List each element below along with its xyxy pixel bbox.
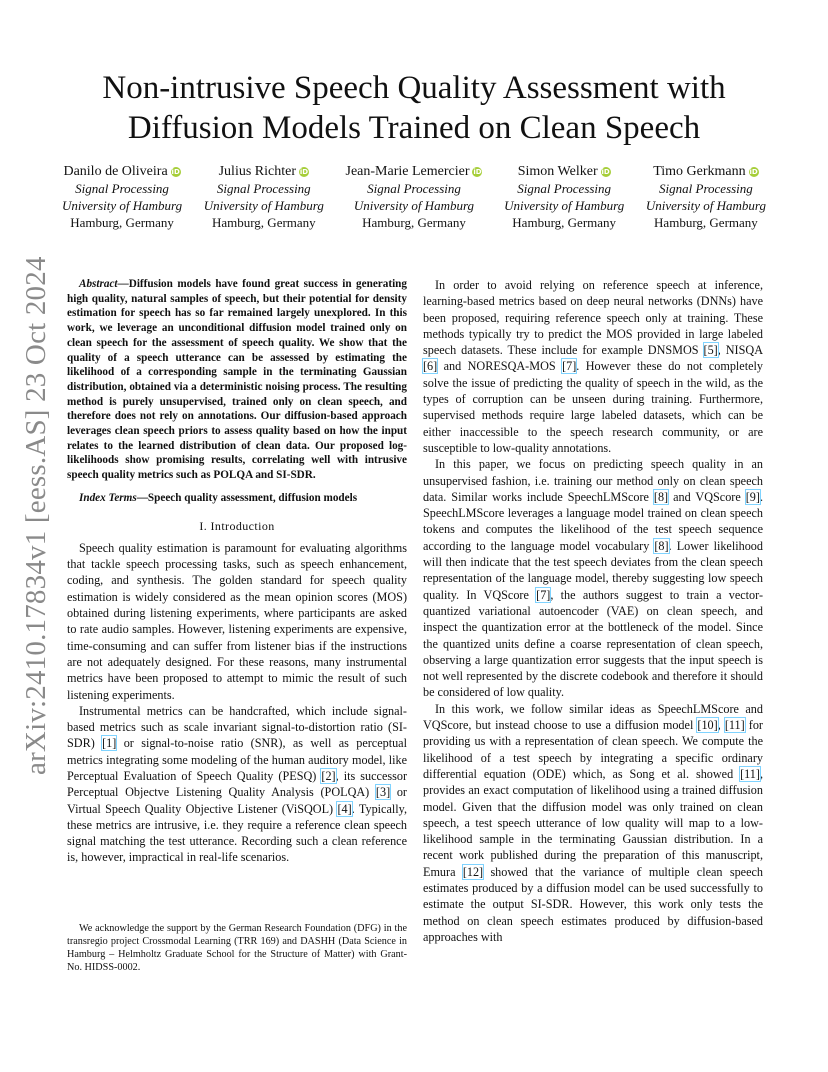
author-dept: Signal Processing [659, 181, 753, 196]
author-name: Danilo de Oliveira [63, 164, 168, 179]
index-terms-label: Index Terms [79, 491, 137, 504]
citation-link[interactable]: [7] [562, 359, 577, 374]
text-run: , the authors suggest to train a vector-quantized variational autoencoder (VAE) on clean speech, and inspect the quantization error at the bottleneck of the model. Since the quantized units define a coarse representation of clean speech, observing a large quantization error suggests that the input speech is not well represented by the discrete codebook and therefore it should be considered of low quality. [423, 587, 764, 700]
citation-link[interactable]: [3] [375, 785, 391, 800]
text-run: Instrumental metrics can be handcrafted, which include signal-based metrics such as scale invariant signal-to-distortion ratio (SI-SDR) [67, 703, 407, 751]
author-location: Hamburg, Germany [362, 215, 466, 230]
abstract [67, 277, 407, 483]
citation-link[interactable]: [10] [697, 718, 718, 733]
citation-link[interactable]: [7] [536, 587, 551, 602]
author-location: Hamburg, Germany [512, 215, 617, 230]
author-dept: Signal Processing [517, 181, 612, 196]
text-run: showed that the variance of multiple clean speech estimates produced by a diffusion model can be used successfully to estimate the output SI-SDR. However, this work only tests the method on clean speech estimates produced by diffusion-based approaches with [423, 864, 763, 944]
text-run: , provides an exact computation of likelihood using a trained diffusion model. Given that the diffusion model was only trained on clean speech, a test speech utterance of low quality will map to a low-likelihood sample in the terminating Gaussian distribution. In a recent work published during the preparation of this manuscript, Emura [423, 766, 763, 879]
text-run: . However these do not completely solve the issue of predicting the quality of speech in the wild, as the types of corruption can be unseen during training. Furthermore, supervised methods require large labeled datasets, which can be either inaccessible to the speech research community, or are susceptible to low-quality annotations. [423, 359, 763, 455]
citation-link[interactable]: [8] [653, 489, 669, 504]
author-name: Timo Gerkmann [653, 164, 746, 179]
author-univ: University of Hamburg [504, 198, 625, 213]
text-run: . SpeechLMScore leverages a language model trained on clean speech tokens and computes the likelihood of the test speech sequence according to the language model vocabulary [423, 489, 763, 553]
text-run: or Virtual Speech Quality Objective Listener (ViSQOL) [67, 785, 407, 816]
orcid-icon[interactable]: iD [171, 168, 180, 176]
author-univ: University of Hamburg [203, 198, 324, 213]
author-location: Hamburg, Germany [654, 215, 758, 230]
paragraph [423, 701, 763, 945]
author-dept: Signal Processing [216, 181, 311, 196]
index-terms-text: —Speech quality assessment, diffusion models [136, 491, 358, 504]
text-run: In this paper, we focus on predicting speech quality in an unsupervised fashion, i.e. training our method only on clean speech data. Similar works include SpeechLMScore [423, 457, 763, 504]
text-run: , its successor Perceptual Objectve Listening Quality Analysis (POLQA) [67, 769, 408, 800]
author-block [346, 163, 483, 231]
text-run: . Typically, these metrics are intrusive, i.e. they require a reference clean speech signal matching the test utterance. Recording such a clean reference is, however, impractical in real-life scenarios. [67, 801, 407, 865]
text-run: , NISQA [717, 343, 763, 358]
text-run: In this work, we follow similar ideas as SpeechLMScore and VQScore, but instead choose to use a diffusion model [423, 701, 763, 733]
citation-link[interactable]: [1] [102, 736, 117, 751]
section-heading: I. Introduction [199, 518, 275, 533]
paragraph [423, 456, 763, 700]
abstract-label: Abstract [79, 278, 118, 290]
text-run: In order to avoid relying on reference speech at inference, learning-based metrics based on deep neural networks (DNNs) have been proposed, requiring reference speech only at training. These methods typically try to predict the MOS provided in large labeled speech datasets. These include for example DNSMOS [423, 278, 763, 358]
orcid-icon[interactable]: iD [601, 168, 610, 176]
author-dept: Signal Processing [75, 181, 169, 196]
author-list [62, 163, 766, 231]
author-univ: University of Hamburg [353, 198, 475, 213]
citation-link[interactable]: [8] [654, 538, 669, 553]
author-name: Julius Richter [218, 164, 296, 179]
author-dept: Signal Processing [367, 181, 461, 196]
left-column [67, 277, 407, 866]
orcid-icon[interactable]: iD [299, 168, 309, 176]
arxiv-stamp[interactable]: arXiv:2410.17834v1 [eess.AS] 23 Oct 2024 [20, 256, 52, 775]
citation-link[interactable]: [6] [423, 359, 438, 374]
paragraph: Speech quality estimation is paramount for evaluating algorithms that tackle speech processing tasks, such as speech enhancement, coding, and synthesis. The golden standard for speech quality estimation is widely considered as the mean opinion scores (MOS) obtained during listening experiments, where participants are asked to rate audio samples. However, listening experiments are expensive, time-consuming and can suffer from listener bias if the instructions are not adequately designed. For these reasons, many instrumental metrics have been proposed to attempt to mimic the result of such listening experiments. [67, 540, 407, 702]
author-univ: University of Hamburg [62, 198, 183, 213]
author-block [62, 163, 182, 231]
title-line: Non-intrusive Speech Quality Assessment with [102, 70, 726, 106]
text-run: . Lower likelihood will then indicate that the test speech deviates from the clean speech representation of the language model, thereby suggesting low speech quality. In VQScore [423, 538, 763, 602]
author-block [504, 163, 624, 231]
author-univ: University of Hamburg [645, 198, 766, 213]
citation-link[interactable]: [11] [724, 718, 745, 733]
author-name: Jean-Marie Lemercier [345, 164, 470, 179]
text-run: for providing us with a representation of clean speech. We compute the likelihood of a test speech by integrating a specific ordinary differential equation (ODE) which, as Song et al. showed [423, 718, 763, 781]
citation-link[interactable]: [11] [740, 766, 760, 781]
text-run: or signal-to-noise ratio (SNR), as well as perceptual metrics integrating some modeling of the human auditory model, like Perceptual Evaluation of Speech Quality (PESQ) [67, 736, 407, 783]
text-run: and VQScore [668, 489, 746, 504]
orcid-icon[interactable]: iD [473, 168, 482, 176]
author-name: Simon Welker [517, 164, 598, 179]
paper-title [60, 68, 768, 148]
citation-link[interactable]: [2] [321, 769, 336, 783]
author-location: Hamburg, Germany [211, 215, 316, 230]
citation-link[interactable]: [12] [462, 864, 484, 879]
footnote: We acknowledge the support by the German Research Foundation (DFG) in the transregio project Crossmodal Learning (TRR 169) and DASHH (Data Science in Hamburg – Helmholtz Graduate School for the Structure of Matter) with Grant-No. HIDSS-0002. [67, 923, 407, 973]
citation-link[interactable]: [5] [703, 343, 718, 358]
author-location: Hamburg, Germany [70, 215, 174, 230]
orcid-icon[interactable]: iD [749, 168, 758, 176]
index-terms [67, 491, 407, 506]
author-block [646, 163, 766, 231]
paragraph [423, 277, 763, 456]
title-line: Diffusion Models Trained on Clean Speech [127, 110, 701, 146]
paragraph [67, 703, 407, 866]
text-run: and NORESQA-MOS [437, 359, 563, 374]
author-block [204, 163, 324, 231]
right-column [423, 277, 763, 945]
citation-link[interactable]: [9] [745, 489, 760, 504]
text-run: , [717, 718, 725, 733]
citation-link[interactable]: [4] [337, 801, 352, 816]
abstract-text: —Diffusion models have found great success in generating high quality, natural samples of speech, but their potential for density estimation for speech has so far remained largely unexplored. In this work, we leverage an unconditional diffusion model trained only on clean speech for the assessment of speech quality. We show that the quality of a speech utterance can be assessed by estimating the likelihood of a corresponding sample in the terminating Gaussian distribution, obtained via a deterministic noising process. The resulting method is purely unsupervised, trained only on clean speech, and therefore does not rely on annotations. Our diffusion-based approach leverages clean speech priors to assess quality based on how the input relates to the learned distribution of clean data. Our proposed log-likelihoods show promising results, correlating well with intrusive speech quality metrics such as POLQA and SI-SDR. [67, 278, 407, 482]
